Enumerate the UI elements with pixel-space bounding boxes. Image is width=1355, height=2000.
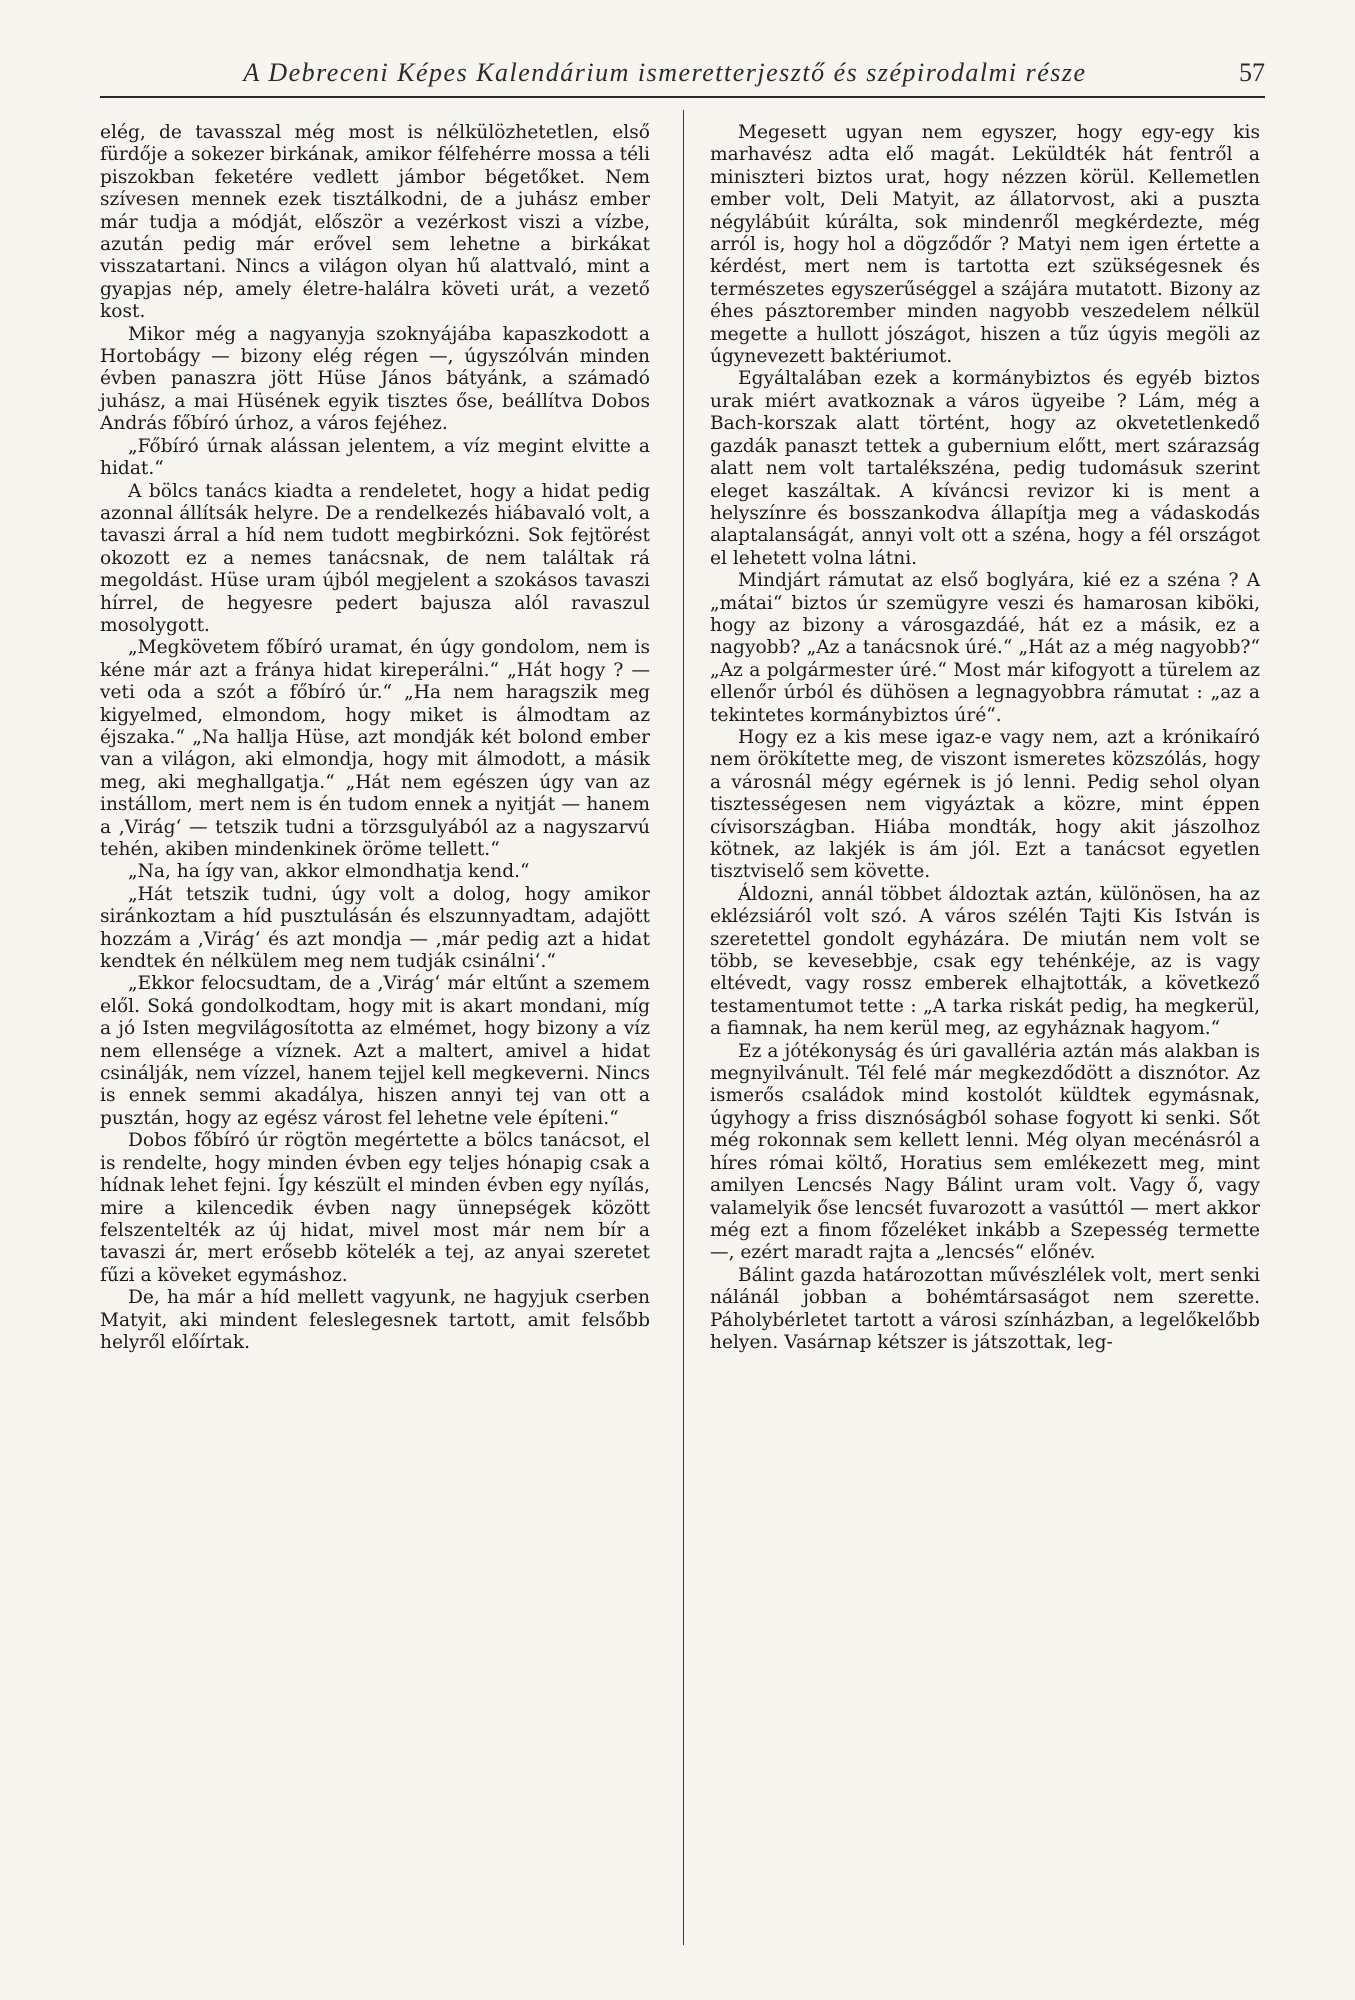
- paragraph: Egyáltalában ezek a kormánybiztos és egyéb biztos urak miért avatkoznak a város ügyeibe ? Lám, még a Bach-korszak alatt történt, hogy az okvetetlenkedő gazdák panaszt tettek a gubernium előtt, mert szárazság alatt nem volt tartalékszéna, pedig tudomásuk szerint eleget kaszáltak. A kíváncsi revizor ki is ment a helyszínre és bosszankodva állapítja meg a vádaskodás alaptalanságát, annyi volt ott a széna, hogy a fél országot el lehetett volna látni.: [710, 368, 1260, 569]
- paragraph: Áldozni, annál többet áldoztak aztán, különösen, ha az eklézsiáról volt szó. A város szélén Tajti Kis István is szeretettel gondolt egyházára. De miután nem volt se több, se kevesebbje, csak egy tehénkéje, az is vagy eltévedt, vagy rossz emberek elhajtották, a következő testamentumot tette : „A tarka riskát pedig, ha megkerül, a fiamnak, ha nem kerül meg, az egyháznak hagyom.“: [710, 883, 1260, 1040]
- running-header: [100, 58, 1265, 92]
- page-number: 57: [1239, 58, 1265, 87]
- paragraph: Mindjárt rámutat az első boglyára, kié ez a széna ? A „mátai“ biztos úr szemügyre veszi és hamarosan kiböki, hogy az bizony a városgazdáé, hát ez a másik, ez a nagyobb? „Az a tanácsnok úré.“ „Hát az a még nagyobb?“ „Az a polgármester úré.“ Most már kifogyott a türelem az ellenőr úrból és dühösen a legnagyobbra rámutat : „az a tekintetes kormánybiztos úré“.: [710, 570, 1260, 726]
- paragraph: De, ha már a híd mellett vagyunk, ne hagyjuk cserben Matyit, aki mindent feleslegesnek tartott, amit felsőbb helyről előírtak.: [100, 1287, 650, 1353]
- paragraph: Dobos főbíró úr rögtön megértette a bölcs tanácsot, el is rendelte, hogy minden évben egy teljes hónapig csak a hídnak lehet fejni. Így készült el minden évben egy nyílás, mire a kilencedik évben nagy ünnepségek között felszentelték az új hidat, mivel most már nem bír a tavaszi ár, mert erősebb kötelék a tej, az anyai szeretet fűzi a köveket egymáshoz.: [100, 1130, 650, 1286]
- paragraph: A bölcs tanács kiadta a rendeletet, hogy a hidat pedig azonnal állítsák helyre. De a rendelkezés hiábavaló volt, a tavaszi árral a híd nem tudott megbirkózni. Sok fejtörést okozott ez a nemes tanácsnak, de nem találtak rá megoldást. Hüse uram újból megjelent a szokásos tavaszi hírrel, de hegyesre pedert bajusza alól ravaszul mosolygott.: [100, 480, 650, 636]
- paragraph: elég, de tavasszal még most is nélkülözhetetlen, első fürdője a sokezer birkának, amikor félfehérre mossa a téli piszokban feketére vedlett jámbor bégetőket. Nem szívesen mennek ezek tisztálkodni, de a juhász ember már tudja a módját, először a vezérkost viszi a vízbe, azután pedig már erővel sem lehetne a birkákat visszatartani. Nincs a világon olyan hű alattvaló, mint a gyapjas nép, amely életre-halálra követi urát, a vezető kost.: [100, 122, 650, 323]
- right-column: [710, 122, 1260, 1354]
- paragraph: Bálint gazda határozottan művészlélek volt, mert senki nálánál jobban a bohémtársaságot nem szerette. Páholybérletet tartott a városi színházban, a legelőkelőbb helyen. Vasárnap kétszer is játszottak, leg-: [710, 1264, 1260, 1353]
- left-column: [100, 122, 650, 1354]
- paragraph: „Főbíró úrnak alássan jelentem, a víz megint elvitte a hidat.“: [100, 435, 650, 480]
- paragraph: „Hát tetszik tudni, úgy volt a dolog, hogy amikor siránkoztam a híd pusztulásán és elszunnyadtam, adajött hozzám a ‚Virág‘ és azt mondja — ‚már pedig azt a hidat kendtek én nélkülem meg nem tudják csinálni‘.“: [100, 883, 650, 973]
- column-divider: [683, 110, 684, 1945]
- paragraph: „Megkövetem főbíró uramat, én úgy gondolom, nem is kéne már azt a fránya hidat kireperálni.“ „Hát hogy ? — veti oda a szót a főbíró úr.“ „Ha nem haragszik meg kigyelmed, elmondom, hogy miket is álmodtam az éjszaka.“ „Na hallja Hüse, azt mondják két bolond ember van a világon, aki elmondja, hogy mit álmodott, a másik meg, aki meghallgatja.“ „Hát nem egészen úgy van az instállom, mert nem is én tudom ennek a nyitját — hanem a ‚Virág‘ — tetszik tudni a törzsgulyából az a nagyszarvú tehén, akiben mindenkinek öröme tellett.“: [100, 637, 650, 860]
- paragraph: Megesett ugyan nem egyszer, hogy egy-egy kis marhavész adta elő magát. Leküldték hát fentről a miniszteri biztos urat, hogy nézzen körül. Kellemetlen ember volt, Deli Matyit, az állatorvost, aki a puszta négylábúit kúrálta, sok mindenről megkérdezte, még arról is, hogy hol a dögződőr ? Matyi nem igen értette a kérdést, mert nem is tartotta ezt szükségesnek és természetes egyszerűséggel a szájára mutatott. Bizony az éhes pásztorember minden nagyobb veszedelem nélkül megette a hullott jószágot, hiszen a tűz úgyis megöli az úgynevezett baktériumot.: [710, 122, 1260, 368]
- header-rule: [100, 96, 1265, 98]
- paragraph: Mikor még a nagyanyja szoknyájába kapaszkodott a Hortobágy — bizony elég régen —, úgyszólván minden évben panaszra jött Hüse János bátyánk, a számadó juhász, a mai Hüsének egyik tisztes őse, beállítva Dobos András főbíró úrhoz, a város fejéhez.: [100, 323, 650, 435]
- paragraph: „Na, ha így van, akkor elmondhatja kend.“: [128, 861, 530, 883]
- paragraph: Ez a jótékonyság és úri gavalléria aztán más alakban is megnyilvánult. Tél felé már megkezdődött a disznótor. Az ismerős családok mind kostolót küldtek egymásnak, úgyhogy a friss disznóságból sohase fogyott ki senki. Sőt még rokonnak sem kellett lenni. Még olyan mecénásról a híres római költő, Horatius sem emlékezett meg, mint amilyen Lencsés Nagy Bálint uram volt. Vagy ő, vagy valamelyik őse lencsét fuvarozott a vasúttól — mert akkor még ezt a finom főzeléket inkább a Szepesség termette —, ezért maradt rajta a „lencsés“ előnév.: [710, 1040, 1260, 1264]
- paragraph: Hogy ez a kis mese igaz-e vagy nem, azt a krónikaíró nem örökítette meg, de viszont ismeretes közszólás, hogy a városnál mégy egérnek is jó lenni. Pedig sehol olyan tisztességesen nem vigyáztak a közre, mint éppen cívisországban. Hiába mondták, hogy akit jászolhoz kötnek, az lakjék is ám jól. Ezt a tanácsot egyetlen tisztviselő sem követte.: [710, 726, 1260, 883]
- paragraph: „Ekkor felocsudtam, de a ‚Virág‘ már eltűnt a szemem elől. Soká gondolkodtam, hogy mit is akart mondani, míg a jó Isten megvilágosította az elmémet, hogy bizony a víz nem ellensége a víznek. Azt a maltert, amivel a hidat csinálják, nem vízzel, hanem tejjel kell megkeverni. Nincs is ennek semmi akadálya, hiszen annyi tej van ott a pusztán, hogy az egész várost fel lehetne vele építeni.“: [100, 973, 650, 1129]
- running-title: A Debreceni Képes Kalendárium ismeretterjesztő és szépirodalmi része: [243, 58, 1087, 87]
